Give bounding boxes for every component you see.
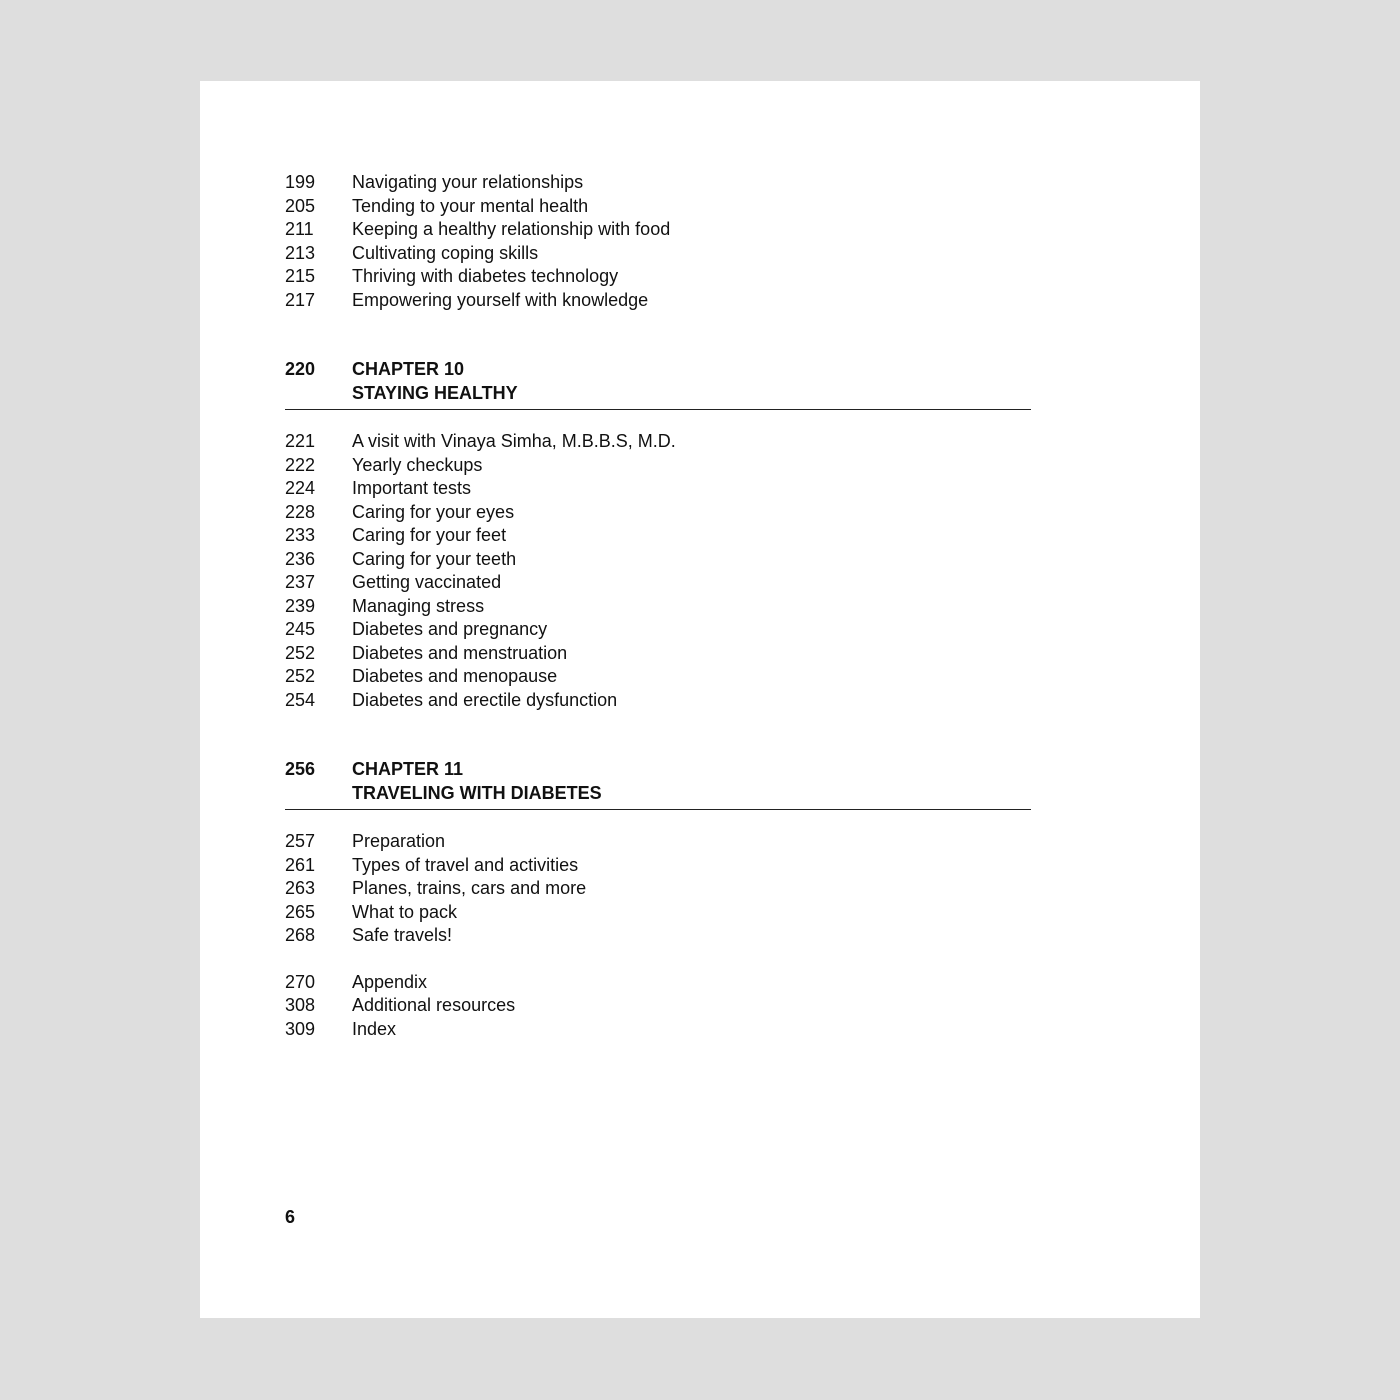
- toc-entry-page: 254: [285, 689, 316, 710]
- toc-entry-title: Navigating your relationships: [352, 172, 584, 192]
- toc-entry-title: Caring for your feet: [352, 525, 507, 545]
- toc-entry-page: 245: [285, 619, 316, 639]
- spacer: [285, 712, 1031, 758]
- toc-entry-page: 224: [285, 478, 316, 498]
- toc-entry-page: 233: [285, 525, 316, 545]
- toc-entry: [285, 994, 1031, 1018]
- spacer: [285, 810, 1031, 830]
- chapter-indent: [285, 382, 352, 406]
- toc-entry-title: Cultivating coping skills: [352, 242, 539, 263]
- toc-entry-page: 199: [285, 172, 316, 192]
- toc-section-staying-healthy: [285, 430, 1031, 712]
- chapter-page: 256: [285, 759, 316, 779]
- toc-entry-title: Caring for your teeth: [352, 548, 517, 569]
- toc-entry: [285, 477, 1031, 501]
- toc-entry: [285, 548, 1031, 572]
- toc-entry-title: Empowering yourself with knowledge: [352, 289, 649, 310]
- toc-entry-title: Caring for your eyes: [352, 501, 515, 522]
- toc-entry: [285, 171, 1031, 195]
- toc-entry-title: Planes, trains, cars and more: [352, 878, 587, 898]
- toc-entry: [285, 854, 1031, 878]
- chapter-heading-line: [285, 782, 1031, 806]
- toc-entry-title: Appendix: [352, 971, 428, 992]
- toc-entry: [285, 618, 1031, 642]
- toc-entry-page: 308: [285, 995, 316, 1015]
- toc-entry-title: Diabetes and erectile dysfunction: [352, 689, 618, 710]
- toc-entry-page: 252: [285, 642, 316, 663]
- toc-entry: [285, 195, 1031, 219]
- toc-section-traveling: [285, 830, 1031, 948]
- toc-entry-page: 263: [285, 878, 316, 898]
- toc-entry: [285, 1018, 1031, 1042]
- toc-entry-title: Tending to your mental health: [352, 195, 589, 216]
- toc-entry-title: Managing stress: [352, 595, 485, 616]
- toc-entry-page: 252: [285, 666, 316, 686]
- toc-entry-page: 265: [285, 901, 316, 922]
- toc-entry: [285, 242, 1031, 266]
- toc-entry-page: 215: [285, 266, 316, 286]
- toc-entry: [285, 501, 1031, 525]
- chapter-indent: [285, 782, 352, 806]
- book-page: [200, 81, 1200, 1318]
- toc-entry-title: Yearly checkups: [352, 454, 483, 475]
- toc-entry-title: Safe travels!: [352, 925, 453, 945]
- toc-entry: [285, 218, 1031, 242]
- toc-entry-page: 236: [285, 548, 316, 569]
- toc-entry-title: Diabetes and menopause: [352, 666, 558, 686]
- toc-entry-page: 205: [285, 195, 316, 216]
- toc-entry-title: Important tests: [352, 478, 472, 498]
- toc-entry-title: Diabetes and menstruation: [352, 642, 568, 663]
- spacer: [285, 312, 1031, 358]
- toc-entry: [285, 289, 1031, 313]
- toc-section-wellbeing: [285, 171, 1031, 312]
- toc-entry-page: 228: [285, 501, 316, 522]
- toc-entry-page: 211: [285, 219, 314, 239]
- toc-entry-title: Thriving with diabetes technology: [352, 266, 619, 286]
- toc-entry: [285, 265, 1031, 289]
- toc-entry-page: 268: [285, 925, 316, 945]
- toc-entry-page: 217: [285, 289, 316, 310]
- toc-entry: [285, 924, 1031, 948]
- toc-entry: [285, 524, 1031, 548]
- toc-entry-page: 221: [285, 431, 316, 451]
- chapter-title: STAYING HEALTHY: [352, 382, 518, 403]
- toc-entry-page: 257: [285, 831, 316, 851]
- toc-entry-title: Preparation: [352, 831, 446, 851]
- toc-entry-title: Types of travel and activities: [352, 854, 579, 875]
- toc-entry: [285, 571, 1031, 595]
- chapter-heading-10: [285, 358, 1031, 410]
- toc-entry: [285, 689, 1031, 713]
- chapter-heading-line: [285, 382, 1031, 406]
- chapter-heading-line: [285, 358, 1031, 382]
- toc-entry-page: 261: [285, 854, 316, 875]
- toc-section-back-matter: [285, 971, 1031, 1042]
- toc-entry-title: A visit with Vinaya Simha, M.B.B.S, M.D.: [352, 431, 676, 451]
- toc-entry: [285, 877, 1031, 901]
- toc-entry-title: Additional resources: [352, 995, 516, 1015]
- toc-entry-page: 270: [285, 971, 316, 992]
- toc-entry: [285, 971, 1031, 995]
- chapter-title: TRAVELING WITH DIABETES: [352, 782, 602, 803]
- toc-entry-title: Getting vaccinated: [352, 572, 502, 592]
- toc-entry-page: 213: [285, 242, 316, 263]
- chapter-heading-11: [285, 758, 1031, 810]
- toc-entry-title: Index: [352, 1018, 397, 1039]
- page-number: 6: [285, 1207, 296, 1227]
- toc-entry: [285, 430, 1031, 454]
- toc-entry: [285, 642, 1031, 666]
- toc-entry-page: 222: [285, 454, 316, 475]
- toc-entry-page: 237: [285, 572, 316, 592]
- toc-entry-page: 309: [285, 1018, 316, 1039]
- chapter-label: CHAPTER 11: [352, 759, 464, 779]
- toc-entry-title: What to pack: [352, 901, 458, 922]
- toc-entry-page: 239: [285, 595, 316, 616]
- chapter-page: 220: [285, 359, 316, 379]
- toc-entry: [285, 595, 1031, 619]
- chapter-label: CHAPTER 10: [352, 359, 465, 379]
- toc-entry: [285, 830, 1031, 854]
- toc-entry: [285, 454, 1031, 478]
- table-of-contents: [285, 171, 1031, 1041]
- chapter-heading-line: [285, 758, 1031, 782]
- toc-entry: [285, 665, 1031, 689]
- spacer: [285, 948, 1031, 971]
- toc-entry: [285, 901, 1031, 925]
- toc-entry-title: Diabetes and pregnancy: [352, 619, 548, 639]
- spacer: [285, 410, 1031, 430]
- toc-entry-title: Keeping a healthy relationship with food: [352, 219, 671, 239]
